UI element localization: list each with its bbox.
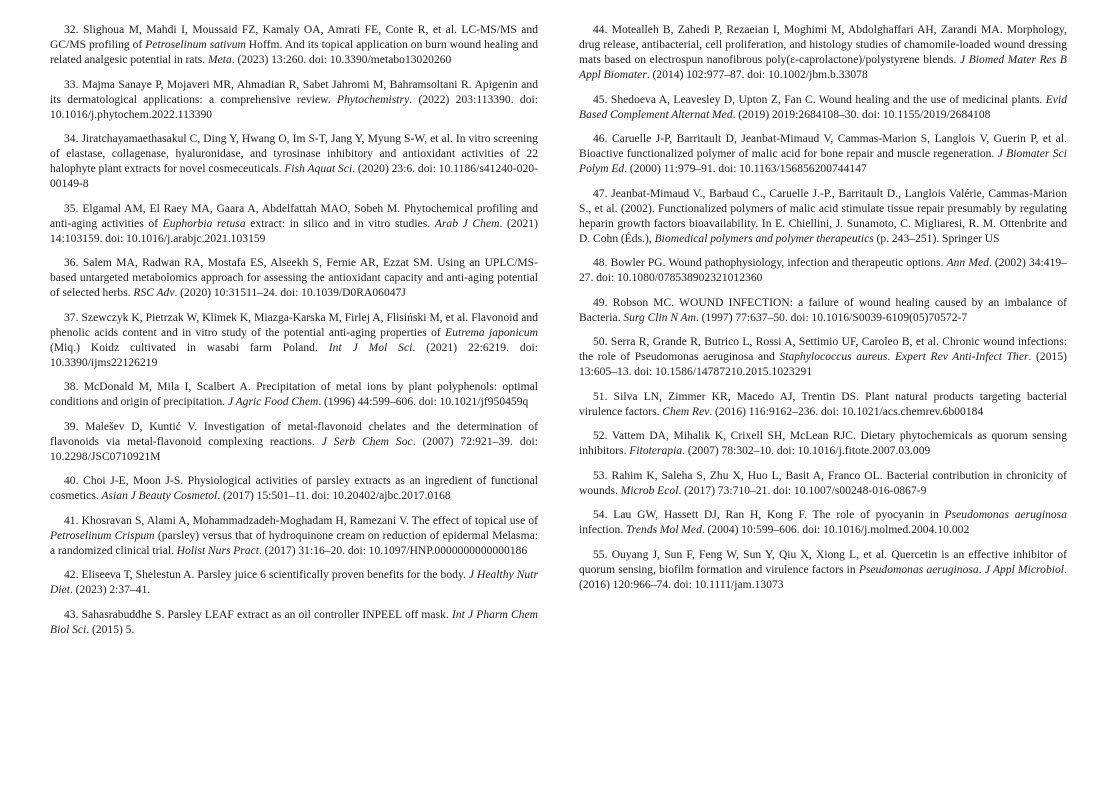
- italic-title-text: Asian J Beauty Cosmetol: [101, 490, 218, 502]
- reference-entry: [579, 187, 1067, 247]
- italic-title-text: J Agric Food Chem: [227, 396, 319, 408]
- reference-text: Silva LN, Zimmer KR, Macedo AJ, Trentin DS. Plant natural products targeting bacterial virulence factors.: [579, 390, 1068, 418]
- reference-text: Elgamal AM, El Raey MA, Gaara A, Abdelfattah MAO, Sobeh M. Phytochemical profiling and anti-aging activities of: [50, 202, 539, 230]
- reference-text: infection.: [579, 524, 626, 536]
- italic-title-text: Trends Mol Med: [625, 524, 702, 536]
- reference-number: 43.: [64, 608, 82, 621]
- reference-number: 34.: [64, 133, 82, 145]
- reference-text: . (2004) 10:599–606. doi: 10.1016/j.molmed.2004.10.002: [701, 524, 970, 536]
- italic-title-text: Eutrema japonicum: [445, 326, 538, 339]
- reference-text: Hoffm. And its topical application on burn wound healing and related analgesic potential in rats.: [50, 39, 538, 66]
- reference-text: Motealleh B, Zahedi P, Rezaeian I, Moghimi M, Abdolghaffari AH, Zarandi MA. Morphology, drug release, antibacterial, cell proliferation, and histology studies of chamomile-loaded wound dressing mats based on electrospun nanofibrous poly(ε-caprolactone)/polystyrene blends.: [579, 24, 1068, 66]
- reference-text: Vattem DA, Mihalik K, Crixell SH, McLean RJC. Dietary phytochemicals as quorum sensing inhibitors.: [579, 430, 1067, 457]
- reference-text: . (2021) 14:103159. doi: 10.1016/j.arabjc.2021.103159: [50, 217, 538, 245]
- reference-number: 38.: [64, 381, 84, 393]
- italic-title-text: Phytochemistry: [337, 93, 410, 106]
- reference-text: .: [887, 351, 895, 363]
- reference-number: 52.: [593, 430, 612, 442]
- reference-entry: [579, 469, 1067, 499]
- reference-text: McDonald M, Mila I, Scalbert A. Precipitation of metal ions by plant polyphenols: optimal conditions and origin of precipitation.: [50, 381, 538, 408]
- reference-text: Serra R, Grande R, Butrico L, Rossi A, Settimio UF, Caroleo B, et al. Chronic wound infections: the role of Pseudomonas aeruginosa and: [579, 336, 1068, 363]
- reference-entry: [50, 514, 538, 559]
- reference-text: . (2017) 73:710–21. doi: 10.1007/s00248-016-0867-9: [678, 484, 927, 497]
- reference-number: 40.: [64, 475, 84, 487]
- reference-entry: [50, 202, 538, 247]
- italic-title-text: J Biomed Mater Res B Appl Biomater: [579, 54, 1067, 81]
- reference-number: 46.: [593, 133, 612, 145]
- reference-entry: [579, 23, 1067, 83]
- reference-text: Jiratchayamaethasakul C, Ding Y, Hwang O, Im S-T, Jang Y, Myung S-W, et al. In vitro screening of elastase, collagenase, hyaluronidase, and tyrosinase inhibitory and antioxidant activities of 22 halophyte plant extracts for novel cosmeceuticals.: [50, 133, 539, 175]
- italic-title-text: Biomedical polymers and polymer therapeutics: [654, 232, 874, 245]
- reference-text: . (1996) 44:599–606. doi: 10.1021/jf950459q: [318, 396, 529, 408]
- reference-number: 47.: [593, 187, 612, 200]
- reference-number: 33.: [64, 78, 83, 91]
- reference-text: Sahasrabuddhe S. Parsley LEAF extract as an oil controller INPEEL off mask.: [81, 608, 452, 621]
- italic-title-text: Pseudomonas aeruginosa: [944, 509, 1067, 521]
- italic-title-text: Int J Mol Sci: [328, 341, 413, 354]
- reference-entry: [579, 256, 1067, 286]
- italic-title-text: RSC Adv: [133, 287, 175, 299]
- reference-text: Ouyang J, Sun F, Feng W, Sun Y, Qiu X, Xiong L, et al. Quercetin is an effective inhibitor of quorum sensing, biofilm formation and virulence factors in: [579, 548, 1067, 576]
- italic-title-text: Meta: [207, 54, 232, 66]
- reference-text: Malešev D, Kuntić V. Investigation of metal-flavonoid chelates and the determination of flavonoids via metal-flavonoid complexing reactions.: [50, 420, 539, 448]
- reference-number: 41.: [64, 514, 82, 527]
- reference-text: . (2002) 34:419–27. doi: 10.1080/078538902321012360: [579, 257, 1067, 284]
- italic-title-text: J Healthy Nutr Diet: [50, 569, 539, 596]
- reference-text: .: [978, 563, 985, 576]
- italic-title-text: Petroselinum Crispum: [50, 529, 155, 542]
- reference-entry: [50, 420, 538, 465]
- reference-number: 45.: [593, 93, 611, 106]
- reference-text: . (2016) 120:966–74. doi: 10.1111/jam.13073: [579, 563, 1067, 591]
- italic-title-text: Arab J Chem: [434, 217, 500, 230]
- reference-number: 53.: [593, 469, 612, 482]
- italic-title-text: Int J Pharm Chem Biol Sci: [50, 608, 538, 636]
- reference-entry: [579, 429, 1067, 459]
- italic-title-text: Ann Med: [946, 257, 989, 269]
- reference-text: Shedoeva A, Leavesley D, Upton Z, Fan C. Wound healing and the use of medicinal plants.: [610, 93, 1046, 106]
- reference-number: 55.: [593, 548, 612, 561]
- reference-entry: [579, 296, 1067, 326]
- reference-text: . (2023) 13:260. doi: 10.3390/metabo13020260: [231, 54, 452, 66]
- reference-text: (parsley) versus that of hydroquinone cream on reduction of epidermal Melasma: a randomized clinical trial.: [50, 529, 538, 557]
- reference-entry: [50, 568, 538, 598]
- reference-number: 42.: [64, 569, 82, 581]
- reference-text: Khosravan S, Alami A, Mohammadzadeh-Moghadam H, Ramezani V. The effect of topical use of: [81, 514, 539, 527]
- reference-number: 44.: [593, 24, 612, 36]
- reference-text: Bowler PG. Wound pathophysiology, infection and therapeutic options.: [610, 257, 947, 269]
- reference-text: Salem MA, Radwan RA, Mostafa ES, Alseekh S, Fernie AR, Ezzat SM. Using an UPLC/MS-based untargeted metabolomics approach for assessing the antioxidant capacity and anti-aging potential of selected herbs.: [50, 257, 539, 299]
- italic-title-text: Staphylococcus aureus: [779, 351, 888, 363]
- reference-text: Slighoua M, Mahdi I, Moussaid FZ, Kamaly OA, Amrati FE, Conte R, et al. LC-MS/MS and GC/MS profiling of: [50, 24, 538, 51]
- reference-text: . (2020) 10:31511–24. doi: 10.1039/D0RA06047J: [174, 287, 406, 299]
- reference-text: Majma Sanaye P, Mojaveri MR, Ahmadian R, Sabet Jahromi M, Bahramsoltani R. Apigenin and its dermatological applications: a comprehensive review.: [50, 78, 538, 106]
- reference-entry: [50, 256, 538, 301]
- reference-text: Lau GW, Hassett DJ, Ran H, Kong F. The role of pyocyanin in: [613, 509, 945, 521]
- reference-number: 49.: [593, 296, 613, 309]
- italic-title-text: J Appl Microbiol: [984, 563, 1065, 576]
- reference-text: extract: in silico and in vitro studies.: [245, 217, 435, 230]
- reference-entry: [50, 78, 538, 123]
- reference-entry: [50, 608, 538, 638]
- reference-entry: [50, 23, 538, 68]
- reference-text: (Miq.) Koidz cultivated in wasabi farm Poland.: [50, 341, 329, 354]
- reference-number: 35.: [64, 202, 83, 215]
- reference-text: . (2015) 5.: [86, 623, 135, 636]
- italic-title-text: J Biomater Sci Polym Ed: [579, 148, 1067, 175]
- italic-title-text: Petroselinum sativum: [145, 39, 246, 51]
- reference-text: Szewczyk K, Pietrzak W, Klimek K, Miazga-Karska M, Firlej A, Flisiński M, et al. Flavonoid and phenolic acids content and in vitro study of the potential anti-aging properties of: [50, 311, 539, 339]
- reference-number: 32.: [64, 24, 83, 36]
- reference-entry: [579, 132, 1067, 177]
- reference-text: . (1997) 77:637–50. doi: 10.1016/S0039-6109(05)70572-7: [696, 311, 968, 324]
- italic-title-text: Euphorbia retusa: [162, 217, 246, 230]
- reference-text: . (2015) 13:605–13. doi: 10.1586/14787210.2015.1023291: [579, 351, 1068, 378]
- reference-text: Jeanbat-Mimaud V., Barbaud C., Caruelle J.-P., Barritault D., Langlois Valérie, Cammas-Marion S., et al. (2002). Functionalized polymers of malic acid stimulate tissue repair presumably by regulating heparin growth factors bioavailability. In E. Chiellini, J. Sunamoto, C. Migliaresi, R. M. Ottenbrite and D. Cohn (Éds.),: [579, 187, 1067, 245]
- italic-title-text: Chem Rev: [662, 405, 710, 418]
- reference-number: 54.: [593, 509, 614, 521]
- reference-text: Rahim K, Saleha S, Zhu X, Huo L, Basit A, Franco OL. Bacterial contribution in chronicity of wounds.: [579, 469, 1067, 497]
- italic-title-text: Fish Aquat Sci: [284, 163, 353, 175]
- reference-text: . (2020) 23:6. doi: 10.1186/s41240-020-00149-8: [50, 163, 538, 190]
- italic-title-text: Fitoterapia: [629, 445, 683, 457]
- reference-number: 37.: [64, 311, 82, 324]
- reference-entry: [579, 335, 1067, 380]
- reference-text: . (2007) 72:921–39. doi: 10.2298/JSC0710921M: [50, 435, 538, 463]
- reference-text: . (2023) 2:37–41.: [70, 584, 151, 596]
- references-column-left: [50, 23, 538, 798]
- reference-entry: [50, 311, 538, 371]
- reference-text: . (2019) 2019:2684108–30. doi: 10.1155/2019/2684108: [732, 108, 991, 121]
- reference-text: . (2021) 22:6219. doi: 10.3390/ijms22126219: [50, 341, 538, 369]
- reference-entry: [579, 93, 1067, 123]
- reference-entry: [50, 474, 538, 504]
- italic-title-text: Expert Rev Anti-Infect Ther: [894, 351, 1029, 363]
- reference-entry: [50, 380, 538, 410]
- reference-text: . (2022) 203:113390. doi: 10.1016/j.phytochem.2022.113390: [50, 93, 539, 121]
- reference-number: 39.: [64, 420, 86, 433]
- italic-title-text: Microb Ecol: [620, 484, 679, 497]
- reference-entry: [579, 508, 1067, 538]
- italic-title-text: J Serb Chem Soc: [321, 435, 413, 448]
- italic-title-text: Holist Nurs Pract: [176, 544, 260, 557]
- reference-text: Choi J-E, Moon J-S. Physiological activities of parsley extracts as an ingredient of functional cosmetics.: [50, 475, 539, 502]
- italic-title-text: Pseudomonas aeruginosa: [858, 563, 979, 576]
- reference-text: . (2017) 31:16–20. doi: 10.1097/HNP.0000000000000186: [259, 544, 528, 557]
- italic-title-text: Surg Clin N Am: [623, 311, 696, 324]
- reference-entry: [579, 548, 1067, 593]
- reference-text: . (2007) 78:302–10. doi: 10.1016/j.fitote.2007.03.009: [682, 445, 931, 457]
- italic-title-text: Evid Based Complement Alternat Med: [579, 93, 1068, 121]
- reference-number: 36.: [64, 257, 83, 269]
- reference-entry: [579, 390, 1067, 420]
- reference-number: 50.: [593, 336, 611, 348]
- reference-text: . (2000) 11:979–91. doi: 10.1163/156856200744147: [624, 163, 867, 175]
- reference-number: 48.: [593, 257, 611, 269]
- reference-number: 51.: [593, 390, 614, 403]
- reference-text: . (2017) 15:501–11. doi: 10.20402/ajbc.2017.0168: [217, 490, 451, 502]
- reference-text: Robson MC. WOUND INFECTION: a failure of wound healing caused by an imbalance of Bacteria.: [579, 296, 1068, 324]
- reference-text: Caruelle J-P, Barritault D, Jeanbat-Mimaud V, Cammas-Marion S, Langlois V, Guerin P, et al. Bioactive functionalized polymer of malic acid for bone repair and muscle regeneration.: [579, 133, 1067, 160]
- reference-text: . (2014) 102:977–87. doi: 10.1002/jbm.b.33078: [646, 69, 868, 81]
- reference-text: Eliseeva T, Shelestun A. Parsley juice 6 scientifically proven benefits for the body.: [81, 569, 469, 581]
- references-column-right: [579, 23, 1067, 798]
- reference-entry: [50, 132, 538, 192]
- reference-text: . (2016) 116:9162–236. doi: 10.1021/acs.chemrev.6b00184: [709, 405, 984, 418]
- reference-text: (p. 243–251). Springer US: [873, 232, 1000, 245]
